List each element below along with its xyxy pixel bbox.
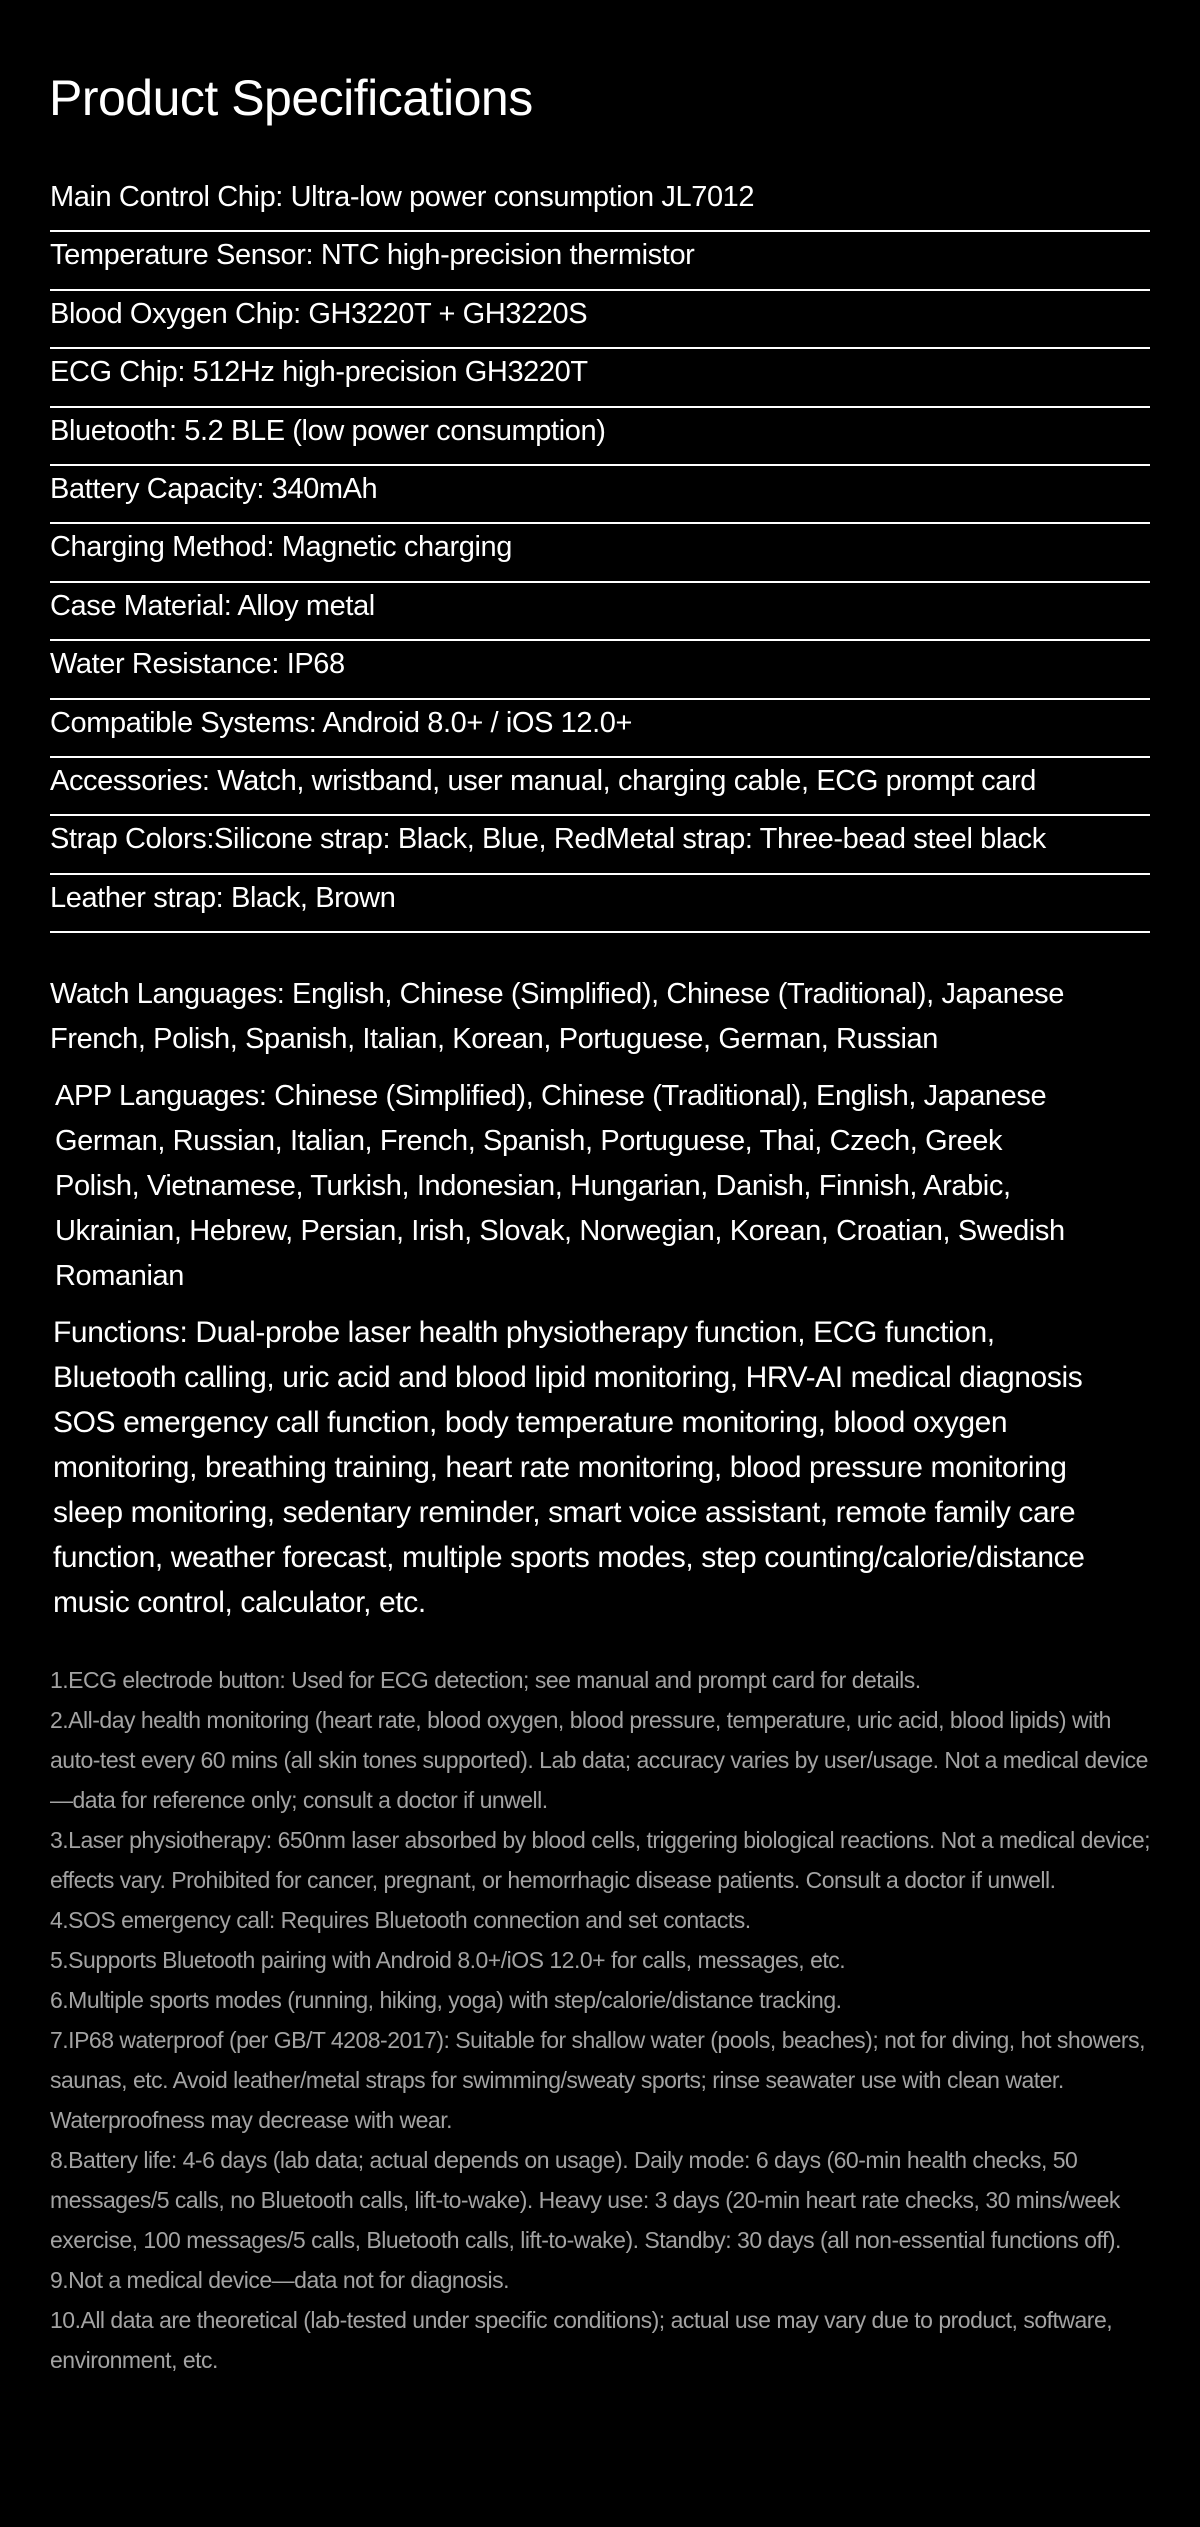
spec-row-bluetooth	[50, 408, 1150, 466]
functions-line: music control, calculator, etc.	[53, 1586, 426, 1619]
spec-text: Compatible Systems: Android 8.0+ / iOS 12.0+	[50, 706, 633, 739]
watch-languages-line: Watch Languages: English, Chinese (Simplified), Chinese (Traditional), Japanese	[50, 978, 1065, 1010]
app-languages-line: Polish, Vietnamese, Turkish, Indonesian, Hungarian, Danish, Finnish, Arabic,	[55, 1170, 1011, 1202]
spec-list	[50, 174, 1150, 933]
spec-row-temperature-sensor	[50, 232, 1150, 290]
spec-text: Blood Oxygen Chip: GH3220T + GH3220S	[50, 297, 588, 330]
functions-line: monitoring, breathing training, heart rate monitoring, blood pressure monitoring	[53, 1451, 1067, 1484]
spec-text: Battery Capacity: 340mAh	[50, 472, 378, 505]
functions-line: sleep monitoring, sedentary reminder, smart voice assistant, remote family care	[53, 1496, 1076, 1529]
watch-languages	[50, 972, 1160, 1062]
spec-text: ECG Chip: 512Hz high-precision GH3220T	[50, 356, 588, 389]
footnotes	[50, 1660, 1160, 2380]
spec-row-blood-oxygen-chip	[50, 291, 1150, 349]
spec-text: Temperature Sensor: NTC high-precision thermistor	[50, 239, 695, 272]
spec-row-strap-colors	[50, 816, 1150, 874]
spec-row-battery-capacity	[50, 466, 1150, 524]
footnote-sports-modes: 6.Multiple sports modes (running, hiking, yoga) with step/calorie/distance tracking.	[50, 1987, 842, 2013]
spec-text: Accessories: Watch, wristband, user manual, charging cable, ECG prompt card	[50, 764, 1036, 797]
footnote-health-monitoring: 2.All-day health monitoring (heart rate, blood oxygen, blood pressure, temperature, uric acid, blood lipids) with auto-test every 60 mins (all skin tones supported). Lab data; accuracy varies by user/usage. Not a medical device—data for reference only; consult a doctor if unwell.	[50, 1707, 1148, 1813]
footnote-sos-call: 4.SOS emergency call: Requires Bluetooth connection and set contacts.	[50, 1907, 751, 1933]
spec-text: Charging Method: Magnetic charging	[50, 531, 512, 564]
spec-row-accessories	[50, 758, 1150, 816]
app-languages-line: Ukrainian, Hebrew, Persian, Irish, Slovak, Norwegian, Korean, Croatian, Swedish	[55, 1215, 1065, 1247]
footnote-waterproof: 7.IP68 waterproof (per GB/T 4208-2017): Suitable for shallow water (pools, beaches); not for diving, hot showers, saunas, etc. Avoid leather/metal straps for swimming/sweaty sports; rinse seawater use with clean water. Waterproofness may decrease with wear.	[50, 2027, 1145, 2133]
spec-row-charging-method	[50, 524, 1150, 582]
spec-row-leather-strap	[50, 875, 1150, 933]
spec-text: Case Material: Alloy metal	[50, 589, 375, 622]
spec-row-case-material	[50, 583, 1150, 641]
footnote-not-medical: 9.Not a medical device—data not for diagnosis.	[50, 2267, 509, 2293]
spec-text: Water Resistance: IP68	[50, 648, 345, 681]
functions-line: SOS emergency call function, body temperature monitoring, blood oxygen	[53, 1406, 1008, 1439]
page-title: Product Specifications	[49, 70, 533, 126]
footnote-bluetooth-pairing: 5.Supports Bluetooth pairing with Android 8.0+/iOS 12.0+ for calls, messages, etc.	[50, 1947, 846, 1973]
spec-text: Leather strap: Black, Brown	[50, 881, 396, 914]
spec-row-compatible-systems	[50, 700, 1150, 758]
functions-line: function, weather forecast, multiple sports modes, step counting/calorie/distance	[53, 1541, 1085, 1574]
footnote-battery-life: 8.Battery life: 4-6 days (lab data; actual depends on usage). Daily mode: 6 days (60-min health checks, 50 messages/5 calls, no Bluetooth calls, lift-to-wake). Heavy use: 3 days (20-min heart rate checks, 30 mins/week exercise, 100 messages/5 calls, Bluetooth calls, lift-to-wake). Standby: 30 days (all non-essential functions off).	[50, 2147, 1121, 2253]
functions-line: Bluetooth calling, uric acid and blood lipid monitoring, HRV-AI medical diagnosis	[53, 1361, 1083, 1394]
app-languages	[55, 1074, 1165, 1299]
spec-text: Main Control Chip: Ultra-low power consumption JL7012	[50, 181, 755, 213]
app-languages-line: Romanian	[55, 1260, 184, 1292]
spec-row-water-resistance	[50, 641, 1150, 699]
footnote-ecg-button: 1.ECG electrode button: Used for ECG detection; see manual and prompt card for details.	[50, 1667, 921, 1693]
spec-row-ecg-chip	[50, 349, 1150, 407]
app-languages-line: APP Languages: Chinese (Simplified), Chinese (Traditional), English, Japanese	[55, 1080, 1047, 1112]
spec-text: Strap Colors:Silicone strap: Black, Blue, RedMetal strap: Three-bead steel black	[50, 823, 1046, 856]
spec-row-main-control-chip	[50, 174, 1150, 232]
watch-languages-line: French, Polish, Spanish, Italian, Korean, Portuguese, German, Russian	[50, 1023, 938, 1055]
functions-line: Functions: Dual-probe laser health physiotherapy function, ECG function,	[53, 1316, 995, 1349]
functions-list	[53, 1310, 1163, 1625]
spec-text: Bluetooth: 5.2 BLE (low power consumption)	[50, 414, 606, 447]
app-languages-line: German, Russian, Italian, French, Spanish, Portuguese, Thai, Czech, Greek	[55, 1125, 1003, 1157]
footnote-theoretical-data: 10.All data are theoretical (lab-tested under specific conditions); actual use may vary due to product, software, environment, etc.	[50, 2307, 1113, 2373]
footnote-laser-physiotherapy: 3.Laser physiotherapy: 650nm laser absorbed by blood cells, triggering biological reactions. Not a medical device; effects vary. Prohibited for cancer, pregnant, or hemorrhagic disease patients. Consult a doctor if unwell.	[50, 1827, 1151, 1893]
